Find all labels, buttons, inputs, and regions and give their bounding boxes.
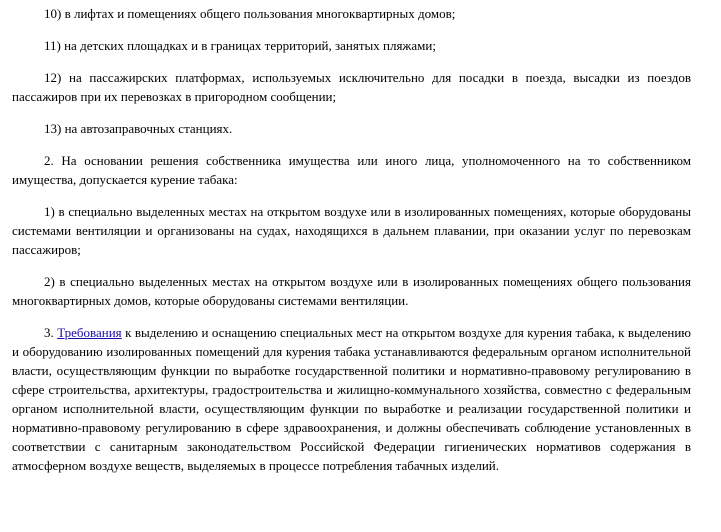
section-3-prefix: 3. [44, 325, 58, 340]
paragraph-section-2-item-2: 2) в специально выделенных местах на открытом воздухе или в изолированных помещениях общего пользования многоквартирных домов, которые оборудованы системами вентиляции. [12, 274, 691, 308]
paragraph-section-3 [12, 323, 691, 475]
requirements-link[interactable]: Требования [57, 325, 122, 340]
paragraph-item-13: 13) на автозаправочных станциях. [44, 121, 233, 136]
paragraph-item-10: 10) в лифтах и помещениях общего пользования многоквартирных домов; [44, 6, 456, 21]
paragraph-section-2-item-1: 1) в специально выделенных местах на открытом воздухе или в изолированных помещениях, которые оборудованы системами вентиляции и организованы на судах, находящихся в дальнем плавании, при оказании услуг по перевозкам пассажиров; [12, 204, 691, 257]
paragraph-section-2: 2. На основании решения собственника имущества или иного лица, уполномоченного на то собственником имущества, допускается курение табака: [12, 153, 691, 187]
section-3-text: к выделению и оснащению специальных мест на открытом воздухе для курения табака, к выделению и оборудованию изолированных помещений для курения табака устанавливаются федеральным органом исполнительной власти, осуществляющим функции по выработке государственной политики и нормативно-правовому регулированию в сфере строительства, архитектуры, градостроительства и жилищно-коммунального хозяйства, совместно с федеральным органом исполнительной власти, осуществляющим функции по выработке и реализации государственной политики и нормативно-правовому регулированию в сфере здравоохранения, и должны обеспечивать соблюдение установленных в соответствии с санитарным законодательством Российской Федерации гигиенических нормативов содержания в атмосферном воздухе веществ, выделяемых в процессе потребления табачных изделий. [12, 325, 691, 473]
paragraph-item-12: 12) на пассажирских платформах, используемых исключительно для посадки в поезда, высадки из поездов пассажиров при их перевозках в пригородном сообщении; [12, 70, 691, 104]
document-body [12, 4, 691, 475]
paragraph-item-11: 11) на детских площадках и в границах территорий, занятых пляжами; [44, 38, 436, 53]
